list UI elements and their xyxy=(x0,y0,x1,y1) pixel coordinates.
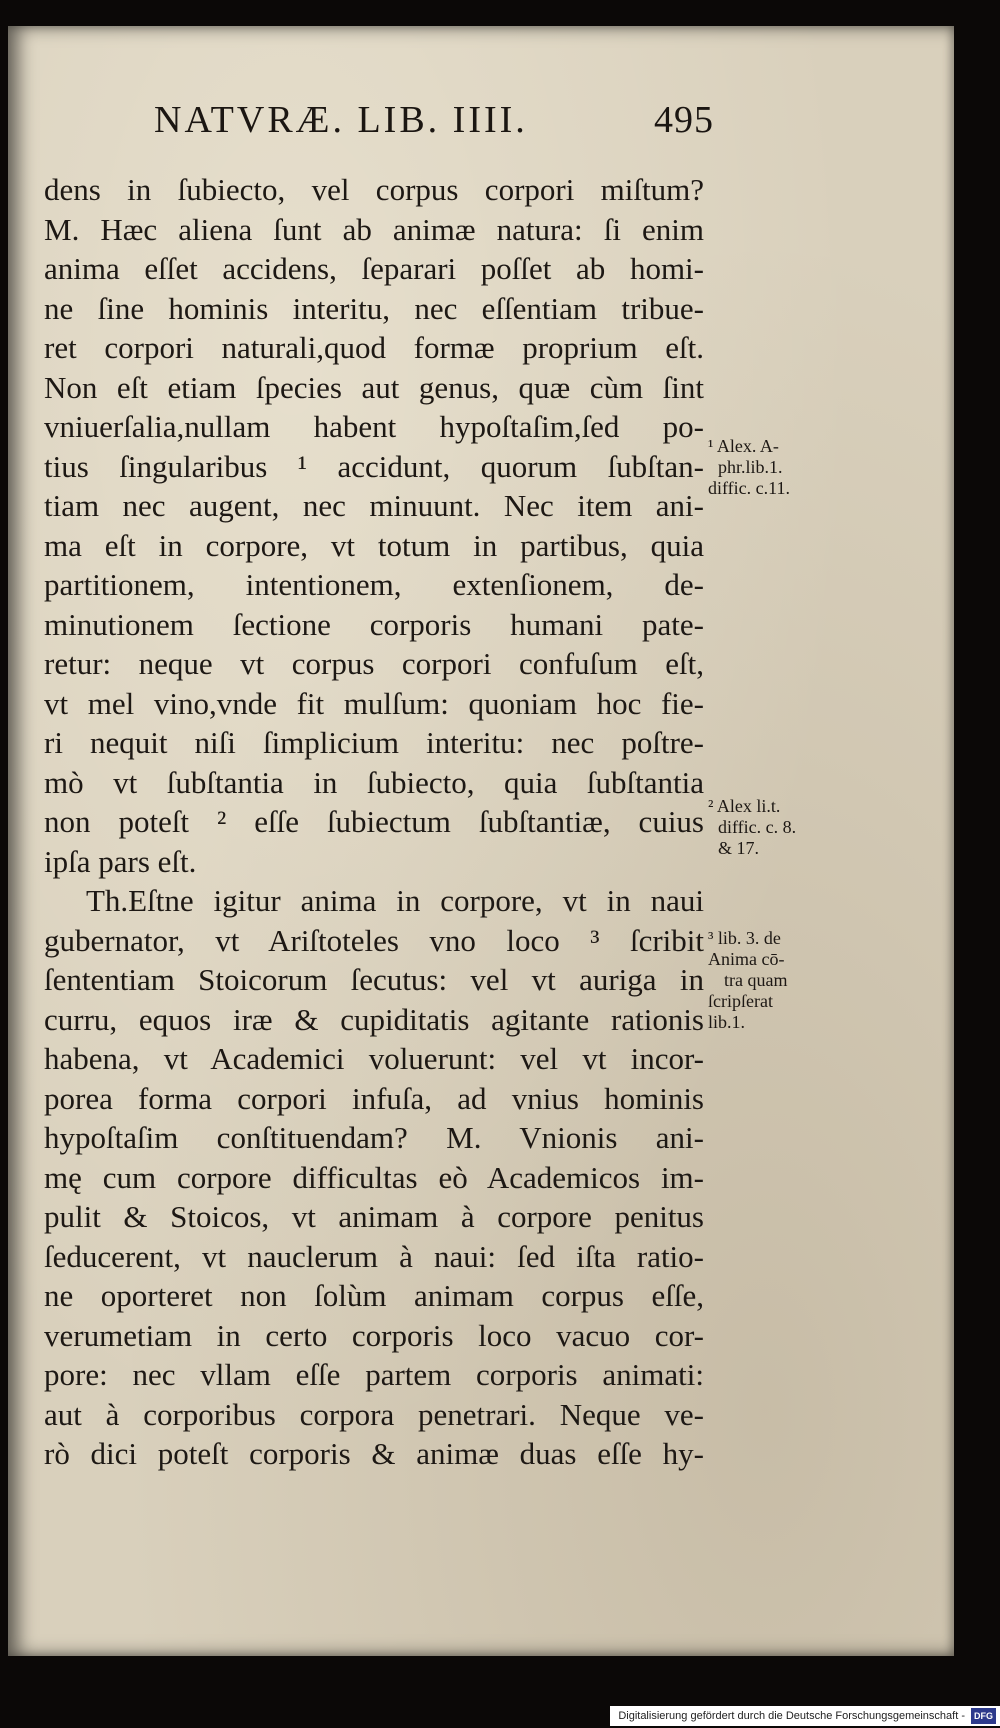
text-line: rò dici poteſt corporis & animæ duas eſſe hy- xyxy=(44,1436,704,1471)
text-line: Th.Eſtne igitur anima in corpore, vt in naui xyxy=(86,883,704,918)
text-line: habena, vt Academici voluerunt: vel vt incor- xyxy=(44,1041,704,1076)
margin-note-line: diffic. c.11. xyxy=(708,478,790,498)
text-line: anima eſſet accidens, ſeparari poſſet ab homi- xyxy=(44,251,704,286)
text-line: ne ſine hominis interitu, nec eſſentiam tribue- xyxy=(44,290,704,326)
text-line: mę cum corpore difficultas eò Academicos im- xyxy=(44,1159,704,1195)
text-line: ſententiam Stoicorum ſecutus: vel vt auriga in xyxy=(44,962,704,997)
text-line: ne oporteret non ſolùm animam corpus eſſe, xyxy=(44,1278,704,1313)
margin-note-line: ſcripſerat xyxy=(708,991,773,1011)
dfg-logo: DFG xyxy=(971,1708,996,1724)
text-line: verumetiam in certo corporis loco vacuo cor- xyxy=(44,1317,704,1353)
text-line: dens in ſubiecto, vel corpus corpori miſtum? xyxy=(44,172,704,207)
text-line: pore: nec vllam eſſe partem corporis animati: xyxy=(44,1357,704,1392)
running-head xyxy=(154,92,714,152)
margin-note-3 xyxy=(708,928,828,1033)
margin-note-2 xyxy=(708,796,828,859)
margin-note-line: ³ lib. 3. de xyxy=(708,928,781,948)
text-line: retur: neque vt corpus corpori confuſum eſt, xyxy=(44,646,704,681)
text-line: aut à corporibus corpora penetrari. Neque ve- xyxy=(44,1396,704,1432)
text-line: minutionem ſectione corporis humani pate- xyxy=(44,606,704,642)
margin-note-line: phr.lib.1. xyxy=(718,457,783,477)
text-line: tiam nec augent, nec minuunt. Nec item ani- xyxy=(44,488,704,523)
margin-note-line: Anima cō- xyxy=(708,949,785,969)
margin-note-1 xyxy=(708,436,828,499)
text-line: tius ſingularibus ¹ accidunt, quorum ſubſtan- xyxy=(44,448,704,484)
text-line: ma eſt in corpore, vt totum in partibus, quia xyxy=(44,527,704,563)
margin-note-line: & 17. xyxy=(718,838,760,858)
text-line: ret corpori naturali,quod formæ proprium eſt. xyxy=(44,330,704,365)
text-line: ſeducerent, vt nauclerum à naui: ſed iſta ratio- xyxy=(44,1238,704,1274)
text-line: ri nequit niſi ſimplicium interitu: nec poſtre- xyxy=(44,725,704,760)
text-line: mò vt ſubſtantia in ſubiecto, quia ſubſtantia xyxy=(44,764,704,800)
book-page xyxy=(8,26,954,1656)
credit-text: Digitalisierung gefördert durch die Deutsche Forschungsgemeinschaft - xyxy=(618,1710,965,1722)
text-line: pulit & Stoicos, vt animam à corpore penitus xyxy=(44,1199,704,1234)
text-line: Non eſt etiam ſpecies aut genus, quæ cùm ſint xyxy=(44,369,704,405)
margin-note-line: tra quam xyxy=(724,970,788,990)
text-line: vniuerſalia,nullam habent hypoſtaſim,ſed po- xyxy=(44,409,704,444)
margin-note-line: lib.1. xyxy=(708,1012,746,1032)
main-text-block xyxy=(44,170,704,1474)
text-line: curru, equos iræ & cupiditatis agitante rationis xyxy=(44,1001,704,1037)
margin-note-line: diffic. c. 8. xyxy=(718,817,797,837)
text-line: gubernator, vt Ariſtoteles vno loco ³ ſcribit xyxy=(44,922,704,958)
digitization-credit-banner xyxy=(610,1706,1000,1726)
text-line: non poteſt ² eſſe ſubiectum ſubſtantiæ, cuius xyxy=(44,804,704,839)
margin-note-line: ¹ Alex. A- xyxy=(708,436,779,456)
text-line: M. Hæc aliena ſunt ab animæ natura: ſi enim xyxy=(44,211,704,247)
page-number: 495 xyxy=(654,99,714,141)
running-head-title: NATVRÆ. LIB. IIII. xyxy=(154,99,528,141)
text-line: partitionem, intentionem, extenſionem, de- xyxy=(44,567,704,602)
text-line: ipſa pars eſt. xyxy=(44,843,197,879)
text-line: hypoſtaſim conſtituendam? M. Vnionis ani- xyxy=(44,1120,704,1155)
text-line: porea forma corpori infuſa, ad vnius hominis xyxy=(44,1080,704,1116)
margin-note-line: ² Alex li.t. xyxy=(708,796,781,816)
text-line: vt mel vino,vnde fit mulſum: quoniam hoc fie- xyxy=(44,685,704,721)
